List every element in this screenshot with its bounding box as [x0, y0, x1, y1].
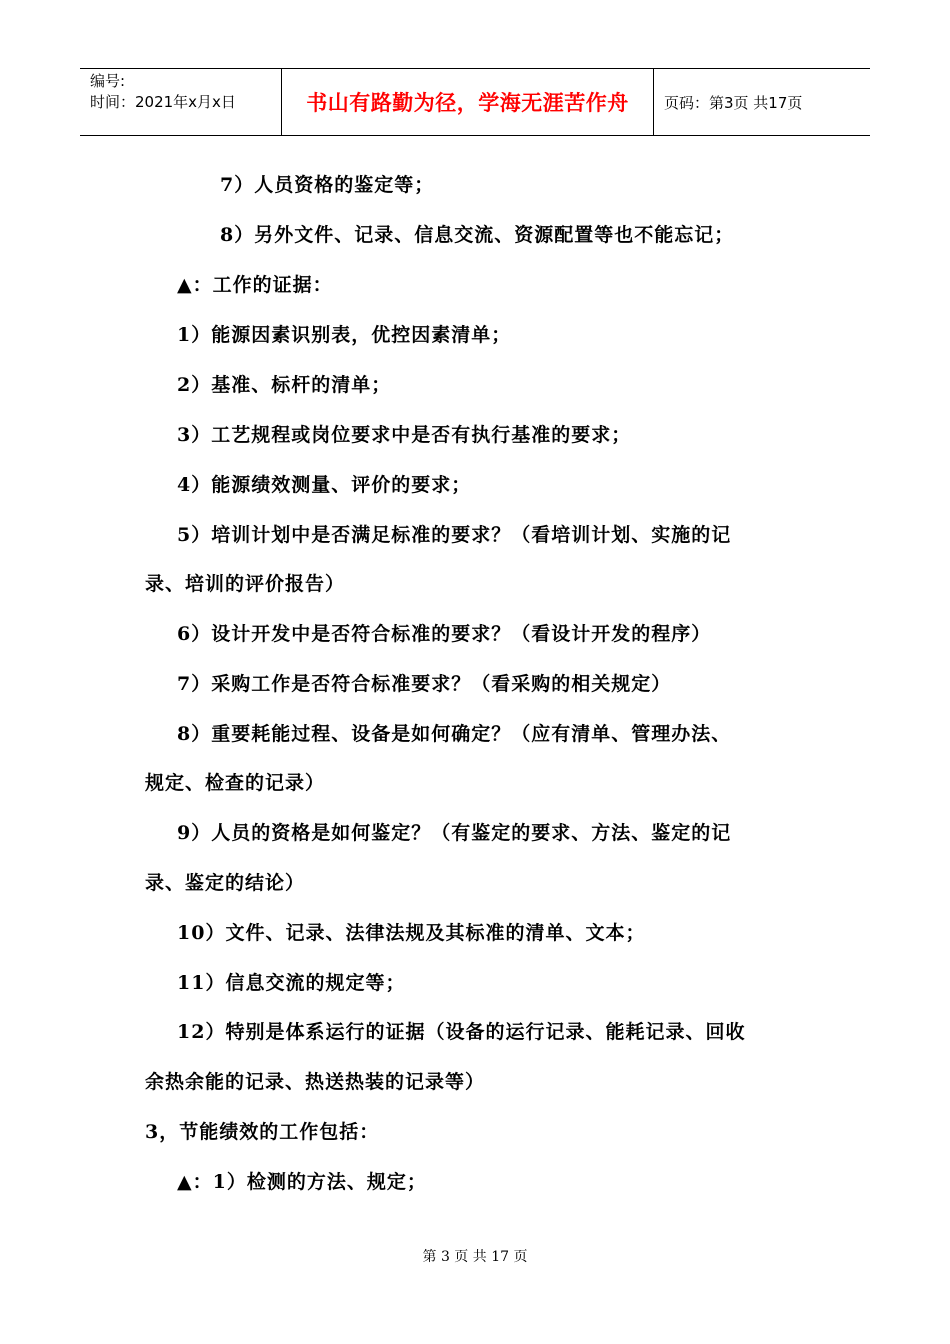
header-meta	[80, 69, 282, 135]
text-line: 8）重要耗能过程、设备是如何确定？（应有清单、管理办法、	[177, 723, 732, 745]
text-line: 7）人员资格的鉴定等；	[220, 174, 435, 196]
text-line: 余热余能的记录、热送热装的记录等）	[145, 1071, 486, 1093]
text-line: 1）能源因素识别表，优控因素清单；	[177, 324, 512, 346]
time-label: 时间：2021年x月x日	[90, 93, 236, 111]
text-line: 规定、检查的记录）	[145, 772, 326, 794]
text-line: 11）信息交流的规定等；	[177, 972, 406, 994]
text-line: 10）文件、记录、法律法规及其标准的清单、文本；	[177, 922, 646, 944]
text-line: 6）设计开发中是否符合标准的要求？（看设计开发的程序）	[177, 623, 712, 645]
text-line: 4）能源绩效测量、评价的要求；	[177, 474, 472, 496]
page-number-label: 页码：第3页 共17页	[664, 93, 803, 112]
text-line: 3，节能绩效的工作包括：	[145, 1121, 380, 1143]
page-footer: 第 3 页 共 17 页	[422, 1249, 528, 1265]
text-line: 12）特别是体系运行的证据（设备的运行记录、能耗记录、回收	[177, 1021, 746, 1043]
document-header	[80, 68, 870, 136]
text-line: 5）培训计划中是否满足标准的要求？（看培训计划、实施的记	[177, 524, 732, 546]
number-label: 编号:	[90, 72, 126, 90]
header-motto-cell	[282, 69, 654, 135]
text-line: ▲：1）检测的方法、规定；	[177, 1171, 427, 1193]
motto-text: 书山有路勤为径，学海无涯苦作舟	[306, 91, 629, 115]
text-line: 2）基准、标杆的清单；	[177, 374, 392, 396]
text-line: 9）人员的资格是如何鉴定？（有鉴定的要求、方法、鉴定的记	[177, 822, 732, 844]
text-line: 录、培训的评价报告）	[145, 573, 346, 595]
text-line: 录、鉴定的结论）	[145, 872, 306, 894]
header-page-cell	[654, 69, 870, 135]
text-line: 7）采购工作是否符合标准要求？（看采购的相关规定）	[177, 673, 672, 695]
text-line: 3）工艺规程或岗位要求中是否有执行基准的要求；	[177, 424, 632, 446]
text-line: 8）另外文件、记录、信息交流、资源配置等也不能忘记；	[220, 224, 735, 246]
text-line: ▲：工作的证据：	[177, 274, 333, 296]
